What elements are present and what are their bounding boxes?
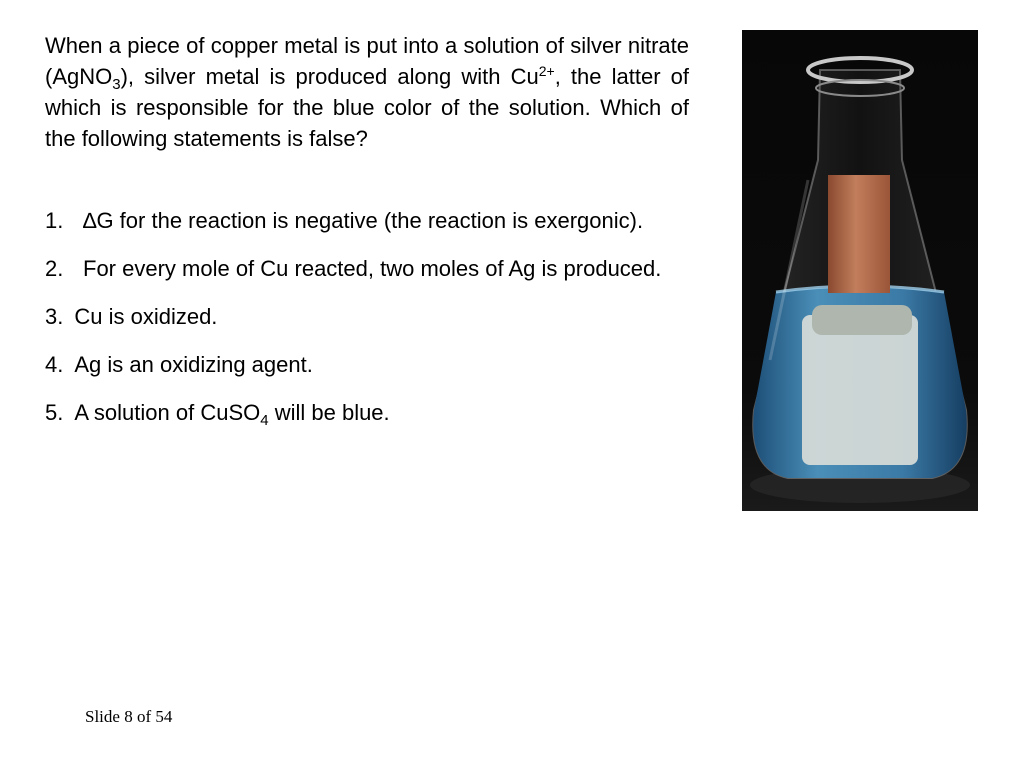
question-part-1: When a piece of copper metal is put into a solution of silver nitrate (AgNO (45, 33, 689, 89)
answer-option-4[interactable] (45, 349, 715, 380)
option-number: 5. (45, 400, 64, 425)
question-part-3: , the latter of which is responsible for the blue color of the solution. Which of the following statements is false? (45, 64, 689, 151)
answer-option-3[interactable] (45, 301, 715, 332)
question-subscript-3: 3 (112, 76, 121, 93)
question-superscript-2plus: 2+ (538, 63, 555, 79)
option-text: ∆G for the reaction is negative (the reaction is exergonic). (83, 208, 644, 233)
flask-photo (742, 30, 978, 511)
option-text: Cu is oxidized. (74, 304, 218, 329)
option-number: 2. (45, 256, 64, 281)
option-text-before: A solution of CuSO (74, 400, 261, 425)
answer-option-5[interactable] (45, 397, 715, 428)
option-text: Ag is an oxidizing agent. (74, 352, 313, 377)
option-number: 1. (45, 208, 64, 233)
answer-option-1[interactable] (45, 205, 715, 236)
answer-option-2[interactable] (45, 253, 715, 284)
option-text-after: will be blue. (268, 400, 390, 425)
copper-strip (828, 175, 890, 293)
silver-crystals-top (812, 305, 912, 335)
option-number: 3. (45, 304, 64, 329)
option-number: 4. (45, 352, 64, 377)
answer-options (45, 205, 715, 445)
option-text: For every mole of Cu reacted, two moles of Ag is produced. (83, 256, 662, 281)
question-part-2: ), silver metal is produced along with Cu (120, 64, 539, 89)
option-subscript-4: 4 (260, 412, 269, 429)
slide-number: Slide 8 of 54 (85, 707, 173, 726)
silver-crystals (802, 315, 918, 465)
question-text (45, 30, 689, 154)
